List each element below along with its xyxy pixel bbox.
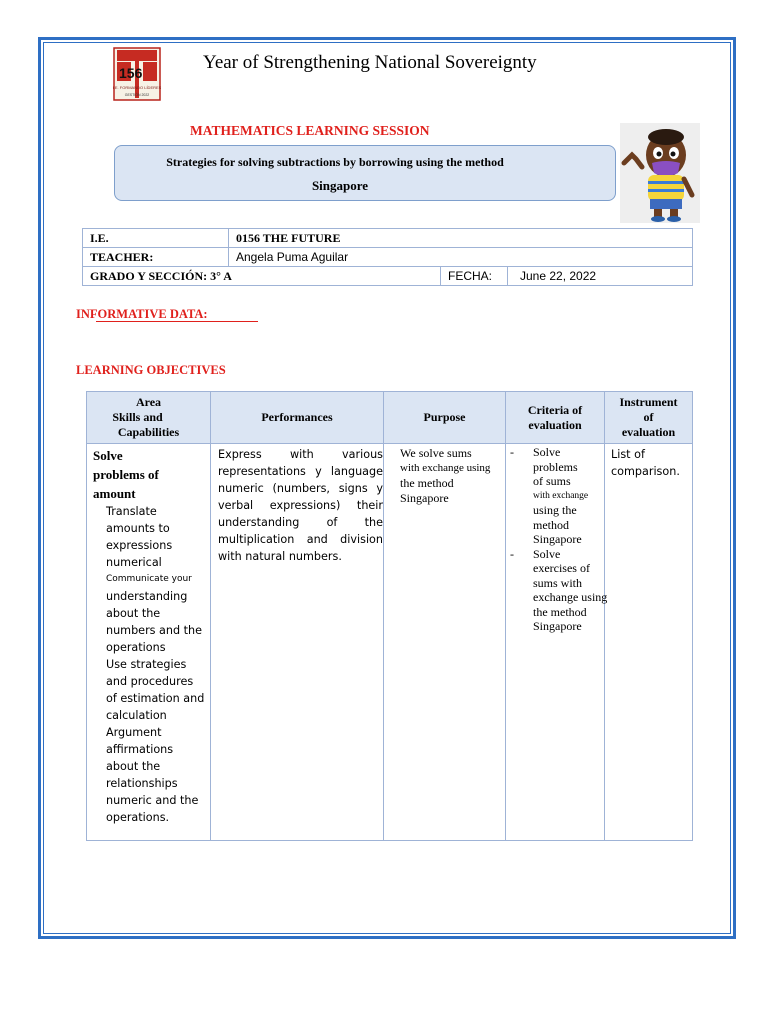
header-area <box>87 392 211 444</box>
criteria-line: problems <box>533 459 578 474</box>
header-instrument <box>605 392 693 444</box>
capability-line: Communicate your <box>106 574 192 584</box>
criteria-line: sums with <box>533 575 583 590</box>
logo-tiny-text: GESTIÓN 2022 <box>124 93 150 97</box>
capability-line: operations <box>106 641 166 654</box>
header-instrument-line: of <box>643 410 654 424</box>
capability-line: numeric and the <box>106 794 199 807</box>
criteria-cell <box>506 444 608 841</box>
capability-line: numbers and the <box>106 624 203 637</box>
page-header-title: Year of Strengthening National Sovereignty <box>203 52 537 73</box>
header-instrument-line: Instrument <box>619 395 678 409</box>
objectives-body-row <box>87 444 693 841</box>
purpose-line: We solve sums <box>400 446 472 460</box>
strategy-box <box>114 145 616 201</box>
capability-line: understanding <box>106 590 188 603</box>
header-criteria-line: Criteria of <box>527 402 583 417</box>
capability-line: and procedures <box>106 675 194 688</box>
header-criteria <box>506 392 605 444</box>
logo-number: 156 <box>119 65 143 81</box>
header-purpose: Purpose <box>384 392 506 444</box>
info-row-teacher <box>83 248 693 267</box>
teacher-value: Angela Puma Aguilar <box>229 248 693 267</box>
ie-value: 0156 THE FUTURE <box>229 229 693 248</box>
grade-label: GRADO Y SECCIÓN: 3° A <box>83 267 441 286</box>
purpose-line: the method <box>400 476 454 490</box>
info-row-ie <box>83 229 693 248</box>
section-objectives <box>72 363 226 378</box>
instrument-cell <box>605 444 693 841</box>
criteria-item <box>510 546 608 634</box>
capability-line: Translate <box>106 505 157 518</box>
date-value: June 22, 2022 <box>508 267 693 286</box>
capability-line: affirmations <box>106 743 174 756</box>
header-instrument-line: evaluation <box>621 425 676 439</box>
objectives-table <box>86 391 693 841</box>
header-area-line: Area <box>135 395 162 409</box>
header-area-line: Capabilities <box>117 425 180 439</box>
criteria-item <box>510 445 604 547</box>
section-informative <box>72 307 208 322</box>
date-label: FECHA: <box>441 267 508 286</box>
area-title-line: problems of <box>93 467 159 482</box>
dash-marker: - <box>510 546 514 561</box>
performance-text: Express with various representations y language numeric (numbers, signs y verbal expressions) their understanding of the multiplication and division with natural numbers. <box>218 448 383 563</box>
bullet-box-icon <box>93 724 106 826</box>
school-logo <box>113 47 161 101</box>
criteria-line: the method <box>533 604 587 619</box>
criteria-line: exchange using <box>533 590 608 604</box>
capability-line: about the <box>106 760 161 773</box>
teacher-label: TEACHER: <box>83 248 229 267</box>
capability-item <box>93 656 206 724</box>
capability-line: of estimation and <box>106 692 205 705</box>
performance-cell <box>211 444 384 841</box>
criteria-line: exercises of <box>533 561 590 575</box>
capability-line: calculation <box>106 709 167 722</box>
purpose-line: Singapore <box>400 491 449 505</box>
criteria-line: Solve <box>533 445 561 459</box>
capability-line: amounts to <box>106 522 170 535</box>
criteria-line: of sums <box>533 474 571 488</box>
purpose-cell <box>384 444 506 841</box>
capability-line: relationships <box>106 777 178 790</box>
ie-label: I.E. <box>83 229 229 248</box>
criteria-line: method <box>533 517 569 532</box>
capability-item <box>93 503 206 571</box>
logo-small-text: I.E. FORMANDO LÍDERES <box>113 85 161 90</box>
session-title: MATHEMATICS LEARNING SESSION <box>190 123 430 138</box>
header-criteria-line: evaluation <box>528 417 582 432</box>
section-objectives-label: LEARNING OBJECTIVES <box>76 363 226 377</box>
criteria-line: Solve <box>533 546 561 561</box>
capability-line: operations. <box>106 811 170 824</box>
capability-item <box>93 571 206 656</box>
objectives-header-row <box>87 392 693 444</box>
instrument-line: comparison. <box>611 465 680 478</box>
criteria-line: with exchange <box>533 490 589 501</box>
bullet-box-icon <box>93 571 106 656</box>
header-performances: Performances <box>211 392 384 444</box>
strategy-line-2: Singapore <box>311 178 369 193</box>
bullet-box-icon <box>93 656 106 724</box>
instrument-line: List of <box>611 448 645 461</box>
capability-line: about the <box>106 607 161 620</box>
area-cell <box>87 444 211 841</box>
info-table <box>82 228 693 286</box>
strategy-line-1: Strategies for solving subtractions by borrowing using the method <box>166 155 504 169</box>
area-title-line: Solve <box>93 448 123 463</box>
kid-illustration <box>620 123 700 223</box>
criteria-line: Singapore <box>533 619 582 633</box>
info-row-grade <box>83 267 693 286</box>
header-area-line: Skills and <box>112 410 163 424</box>
capability-line: numerical <box>106 556 162 569</box>
section-informative-label: INFORMATIVE DATA: <box>76 307 208 321</box>
area-title-line: amount <box>93 486 136 501</box>
capability-item <box>93 724 206 826</box>
dash-marker: - <box>510 445 514 459</box>
bullet-box-icon <box>93 503 106 571</box>
capability-line: Argument <box>106 726 162 739</box>
criteria-line: using the <box>533 503 577 517</box>
criteria-line: Singapore <box>533 532 582 546</box>
purpose-line: with exchange using <box>400 462 491 474</box>
capability-line: Use strategies <box>106 658 187 671</box>
capability-line: expressions <box>106 539 173 552</box>
informative-underline <box>96 321 258 322</box>
